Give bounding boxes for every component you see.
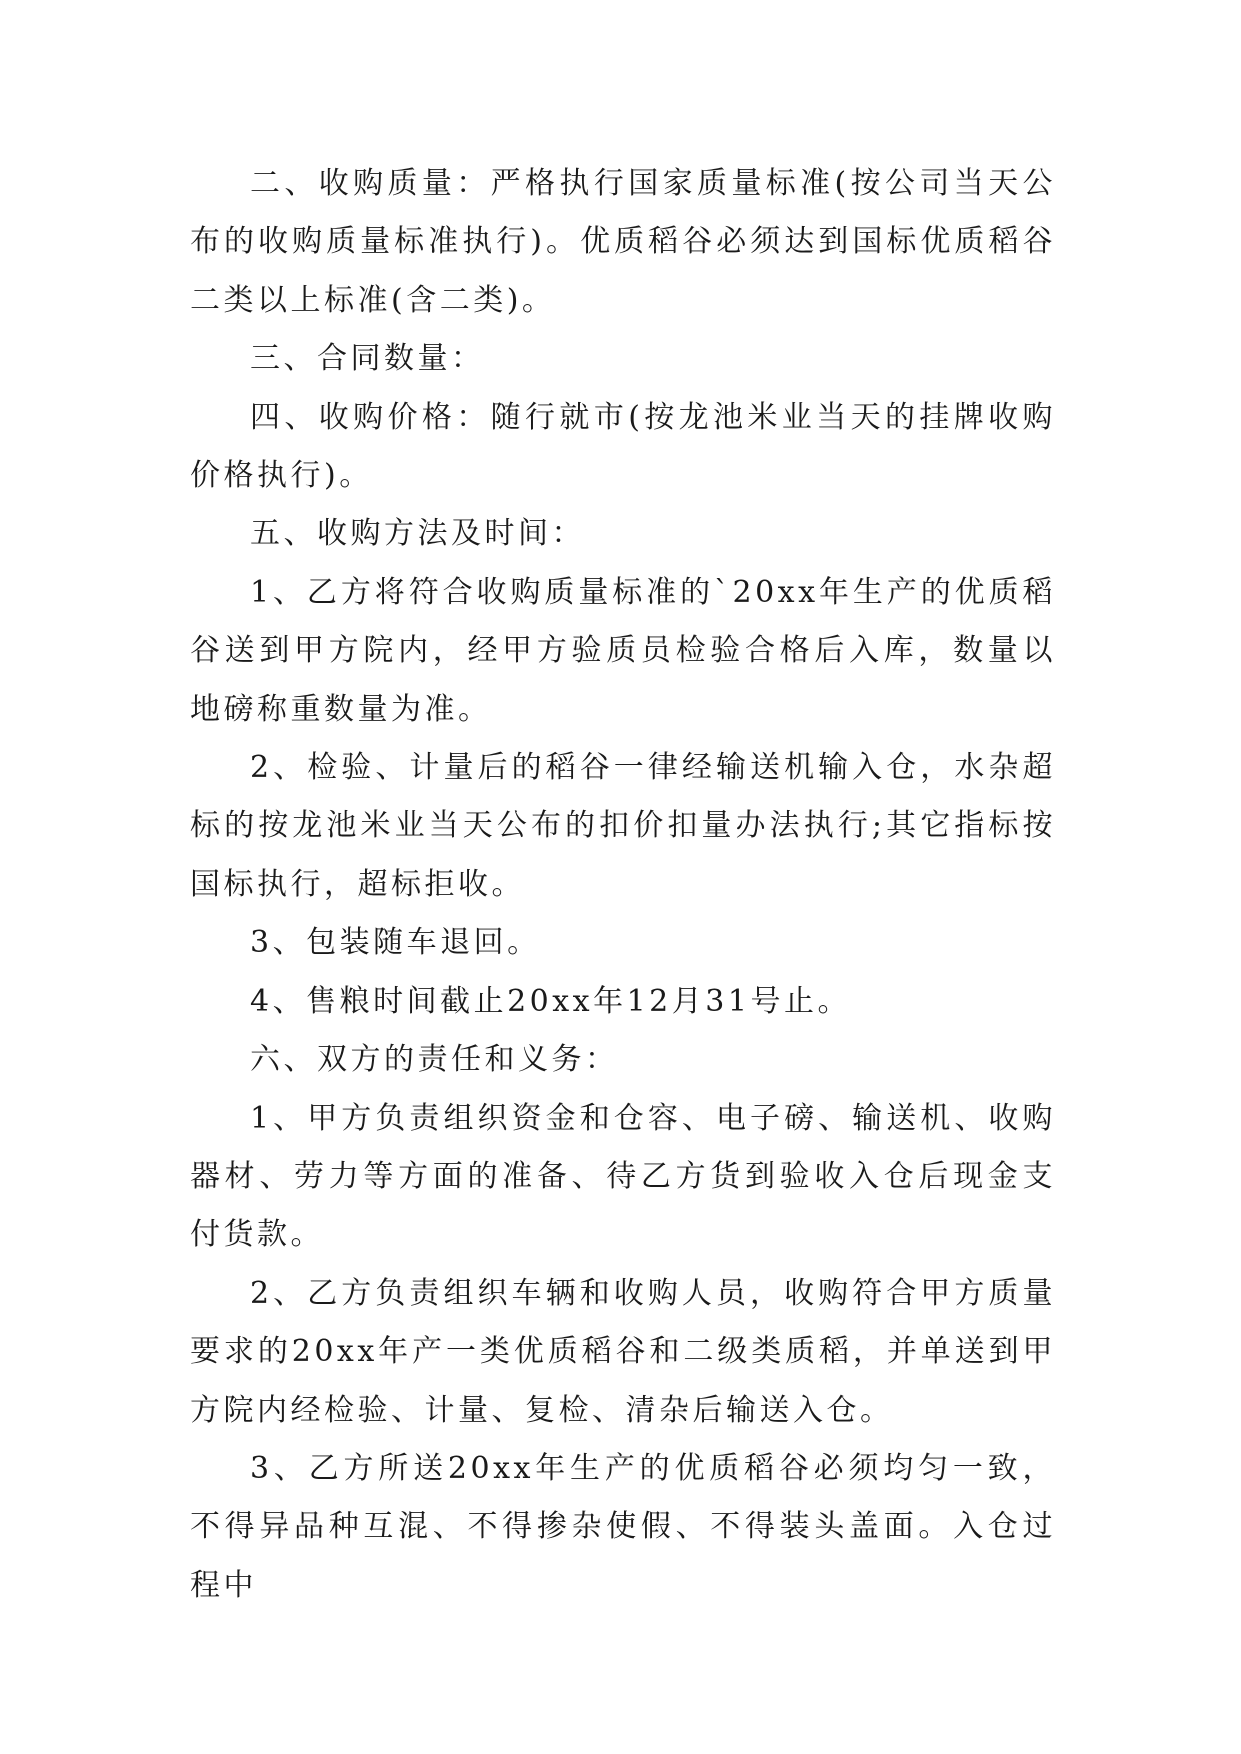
paragraph-method-heading: 五、收购方法及时间： bbox=[250, 516, 585, 552]
paragraph-duties-heading: 六、双方的责任和义务： bbox=[250, 1042, 619, 1078]
paragraph-duties-3: 3、乙方所送20xx年生产的优质稻谷必须均匀一致，不得异品种互混、不得掺杂使假、不得装头盖面。入仓过程中 bbox=[190, 1450, 1056, 1603]
paragraph-quality: 二、收购质量：严格执行国家质量标准(按公司当天公布的收购质量标准执行)。优质稻谷必须达到国标优质稻谷二类以上标准(含二类)。 bbox=[190, 166, 1056, 318]
paragraph-quantity: 三、合同数量： bbox=[250, 341, 485, 377]
paragraph-method-2: 2、检验、计量后的稻谷一律经输送机输入仓，水杂超标的按龙池米业当天公布的扣价扣量办法执行;其它指标按国标执行，超标拒收。 bbox=[190, 750, 1056, 902]
paragraph-price: 四、收购价格：随行就市(按龙池米业当天的挂牌收购价格执行)。 bbox=[190, 399, 1056, 494]
paragraph-duties-2: 2、乙方负责组织车辆和收购人员，收购符合甲方质量要求的20xx年产一类优质稻谷和二级类质稻，并单送到甲方院内经检验、计量、复检、清杂后输送入仓。 bbox=[190, 1275, 1056, 1428]
paragraph-method-3: 3、包装随车退回。 bbox=[250, 925, 541, 961]
paragraph-method-1: 1、乙方将符合收购质量标准的`20xx年生产的优质稻谷送到甲方院内，经甲方验质员检验合格后入库，数量以地磅称重数量为准。 bbox=[190, 574, 1056, 727]
paragraph-method-4: 4、售粮时间截止20xx年12月31号止。 bbox=[250, 983, 851, 1019]
document-body bbox=[190, 155, 1056, 1615]
paragraph-duties-1: 1、甲方负责组织资金和仓容、电子磅、输送机、收购器材、劳力等方面的准备、待乙方货到验收入仓后现金支付货款。 bbox=[190, 1100, 1056, 1253]
